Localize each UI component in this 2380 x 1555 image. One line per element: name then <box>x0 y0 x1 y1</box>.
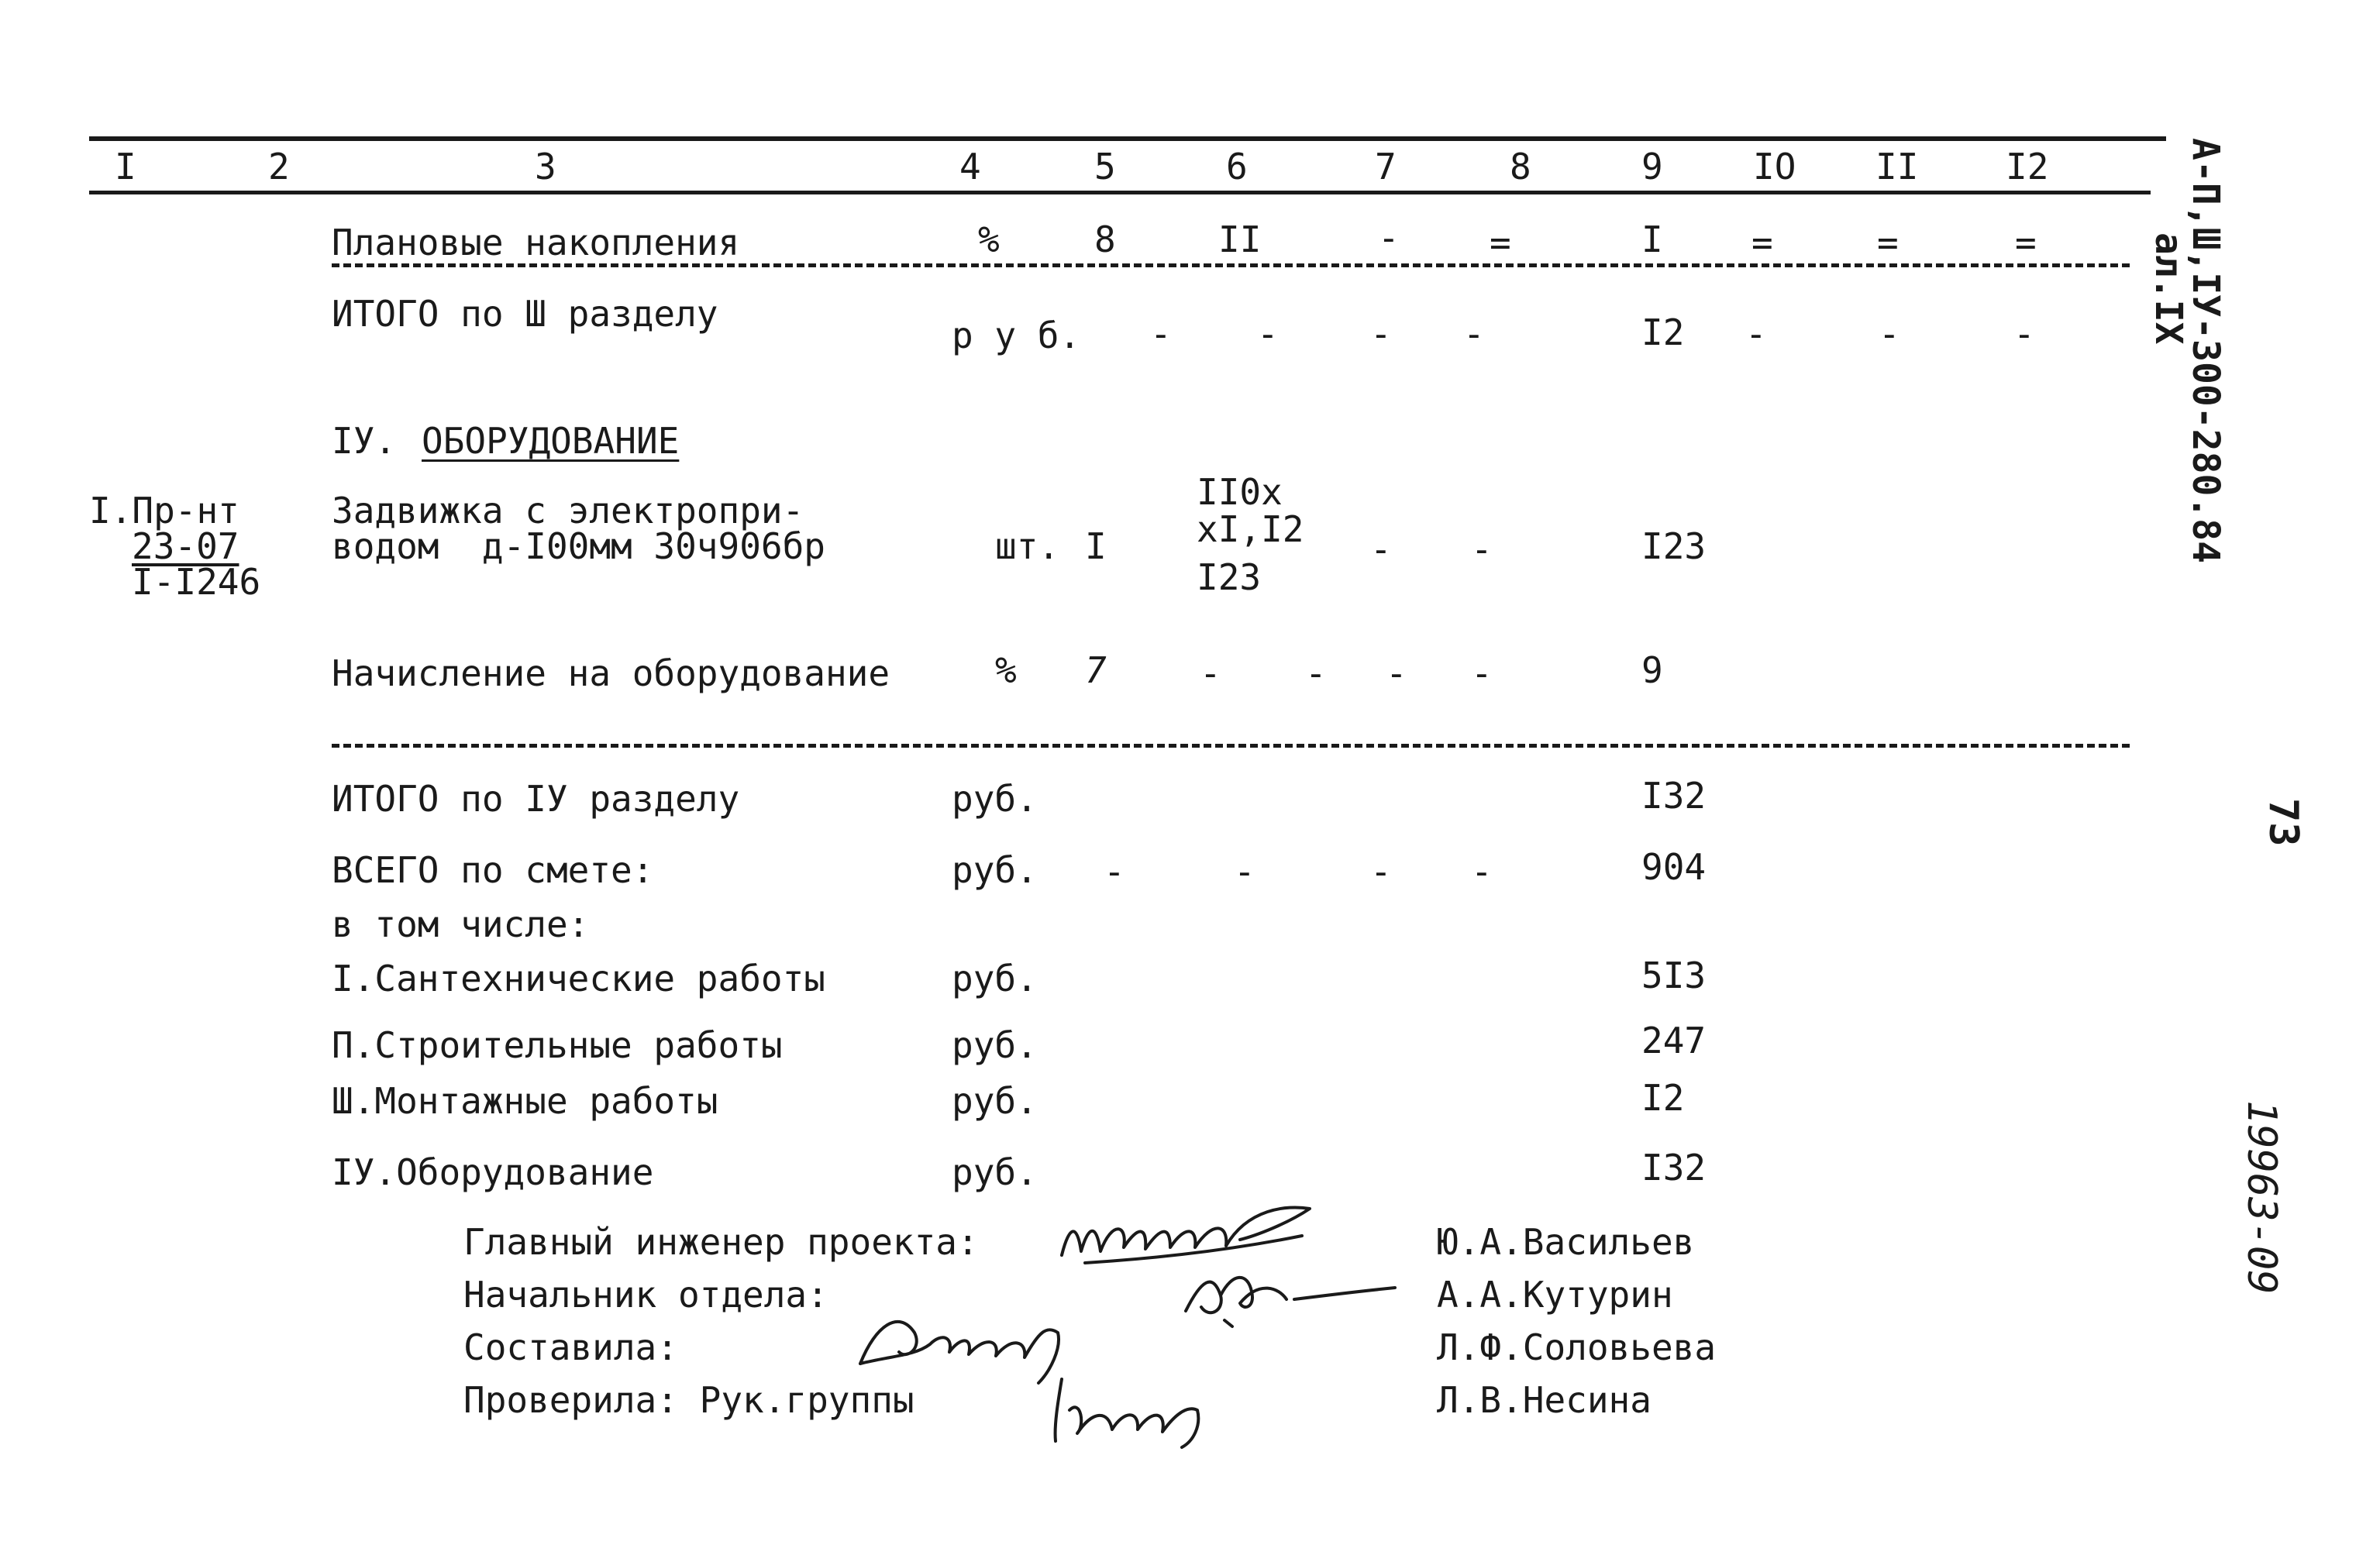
col-header-3: 3 <box>535 146 556 187</box>
cell-col9: 247 <box>1641 1020 1707 1061</box>
cell-col8: - <box>1471 528 1493 570</box>
header-top-rule <box>89 136 2166 141</box>
including-label: в том числе: <box>332 903 590 945</box>
row-label: ВСЕГО по смете: <box>332 849 654 891</box>
price-code-line-2: 23-07 <box>132 525 239 567</box>
col-header-2: 2 <box>268 146 290 187</box>
cell-unit: % <box>978 218 1000 260</box>
section-dashed-divider <box>332 744 2130 748</box>
signature-role: Главный инженер проекта: <box>463 1221 979 1263</box>
cell-col9: 9 <box>1641 649 1663 691</box>
cell-col5: - <box>1104 851 1125 893</box>
cell-col8: - <box>1463 313 1485 355</box>
signature-role: Составила: <box>463 1326 678 1368</box>
cell-col7: - <box>1370 528 1392 570</box>
cell-col5: - <box>1150 313 1172 355</box>
margin-page-number: 73 <box>2260 798 2306 847</box>
cell-col10: - <box>1745 313 1767 355</box>
col-header-12: I2 <box>2006 146 2049 187</box>
cell-col9: 5I3 <box>1641 955 1707 996</box>
cell-col9: I23 <box>1641 525 1707 567</box>
cell-col6: - <box>1257 313 1279 355</box>
row-dashed-rule <box>332 263 2130 267</box>
row-label: I.Сантехнические работы <box>332 958 825 999</box>
cell-col5: 8 <box>1094 218 1116 260</box>
col-header-5: 5 <box>1094 146 1116 187</box>
cell-unit: руб. <box>952 849 1038 891</box>
cell-col8: = <box>1490 222 1511 263</box>
cell-col6: II <box>1218 218 1262 260</box>
cell-col6: - <box>1200 652 1221 694</box>
row-label: П.Строительные работы <box>332 1024 783 1066</box>
cell-col11: = <box>1877 222 1899 263</box>
cell-col5: 7 <box>1085 649 1107 691</box>
cell-unit: руб. <box>952 1024 1038 1066</box>
signature-name: Л.Ф.Соловьева <box>1437 1326 1717 1368</box>
handwritten-signature-reviewer <box>1038 1364 1263 1449</box>
cell-unit: шт. <box>995 525 1060 567</box>
price-code-line-1: I.Пр-нт <box>89 490 239 532</box>
cell-unit: руб. <box>952 958 1038 999</box>
margin-archive-number: 19963-09 <box>2238 1100 2285 1295</box>
col-header-8: 8 <box>1510 146 1531 187</box>
cell-unit: р у б. <box>952 315 1081 356</box>
cell-col12: = <box>2015 222 2037 263</box>
cell-col9: 904 <box>1641 846 1707 888</box>
signature-name: Ю.А.Васильев <box>1437 1221 1695 1263</box>
cell-col8: - <box>1471 652 1493 694</box>
cell-col7a: - <box>1305 652 1327 694</box>
cell-col6: - <box>1234 851 1255 893</box>
signature-name: Л.В.Несина <box>1437 1379 1652 1421</box>
cell-col6-line-3: I23 <box>1197 556 1262 598</box>
signature-role: Проверила: Рук.группы <box>463 1379 914 1421</box>
cell-col7: - <box>1378 217 1400 259</box>
cell-col9: I32 <box>1641 775 1707 817</box>
row-label: Плановые накопления <box>332 222 740 263</box>
cell-col5: I <box>1085 525 1107 567</box>
cell-col7: - <box>1370 313 1392 355</box>
cell-unit: руб. <box>952 1151 1038 1193</box>
col-header-6: 6 <box>1226 146 1248 187</box>
cell-col11: - <box>1879 313 1900 355</box>
cell-col8: - <box>1471 851 1493 893</box>
cell-col7: - <box>1370 851 1392 893</box>
margin-album-number: ал.IX <box>2147 232 2190 345</box>
cell-col9: I2 <box>1641 311 1685 353</box>
row-label: ИТОГО по IУ разделу <box>332 778 740 820</box>
col-header-7: 7 <box>1375 146 1397 187</box>
cell-col9: I2 <box>1641 1077 1685 1119</box>
cell-col12: - <box>2013 313 2035 355</box>
cell-col9: I <box>1641 218 1663 260</box>
col-header-1: I <box>115 146 136 187</box>
cell-unit: % <box>995 649 1017 691</box>
col-header-4: 4 <box>959 146 981 187</box>
cell-col6-line-2: xI,I2 <box>1197 508 1304 550</box>
header-bottom-rule <box>89 191 2151 194</box>
row-label: IУ.Оборудование <box>332 1151 654 1193</box>
cell-col10: = <box>1751 222 1773 263</box>
row-label: Начисление на оборудование <box>332 652 890 694</box>
margin-document-code: А-П,Ш,IУ-300-280.84 <box>2184 138 2227 564</box>
item-name-line-2: водом д-I00мм 30ч906бр <box>332 525 825 567</box>
price-code-line-3: I-I246 <box>132 561 261 603</box>
section-number: IУ. <box>332 420 397 462</box>
section-title: ОБОРУДОВАНИЕ <box>422 420 680 462</box>
item-name-line-1: Задвижка с электропри- <box>332 490 804 532</box>
row-label: Ш.Монтажные работы <box>332 1080 718 1122</box>
col-header-10: IO <box>1753 146 1796 187</box>
signature-role: Начальник отдела: <box>463 1274 828 1316</box>
cell-unit: руб. <box>952 1080 1038 1122</box>
cell-col7: - <box>1386 652 1407 694</box>
col-header-9: 9 <box>1641 146 1663 187</box>
handwritten-signature-department-head <box>1178 1264 1403 1334</box>
row-label: ИТОГО по Ш разделу <box>332 293 718 335</box>
col-header-11: II <box>1875 146 1919 187</box>
signature-name: А.А.Кутурин <box>1437 1274 1673 1316</box>
cell-col6-line-1: II0x <box>1197 471 1283 513</box>
cell-col9: I32 <box>1641 1147 1707 1189</box>
cell-unit: руб. <box>952 778 1038 820</box>
